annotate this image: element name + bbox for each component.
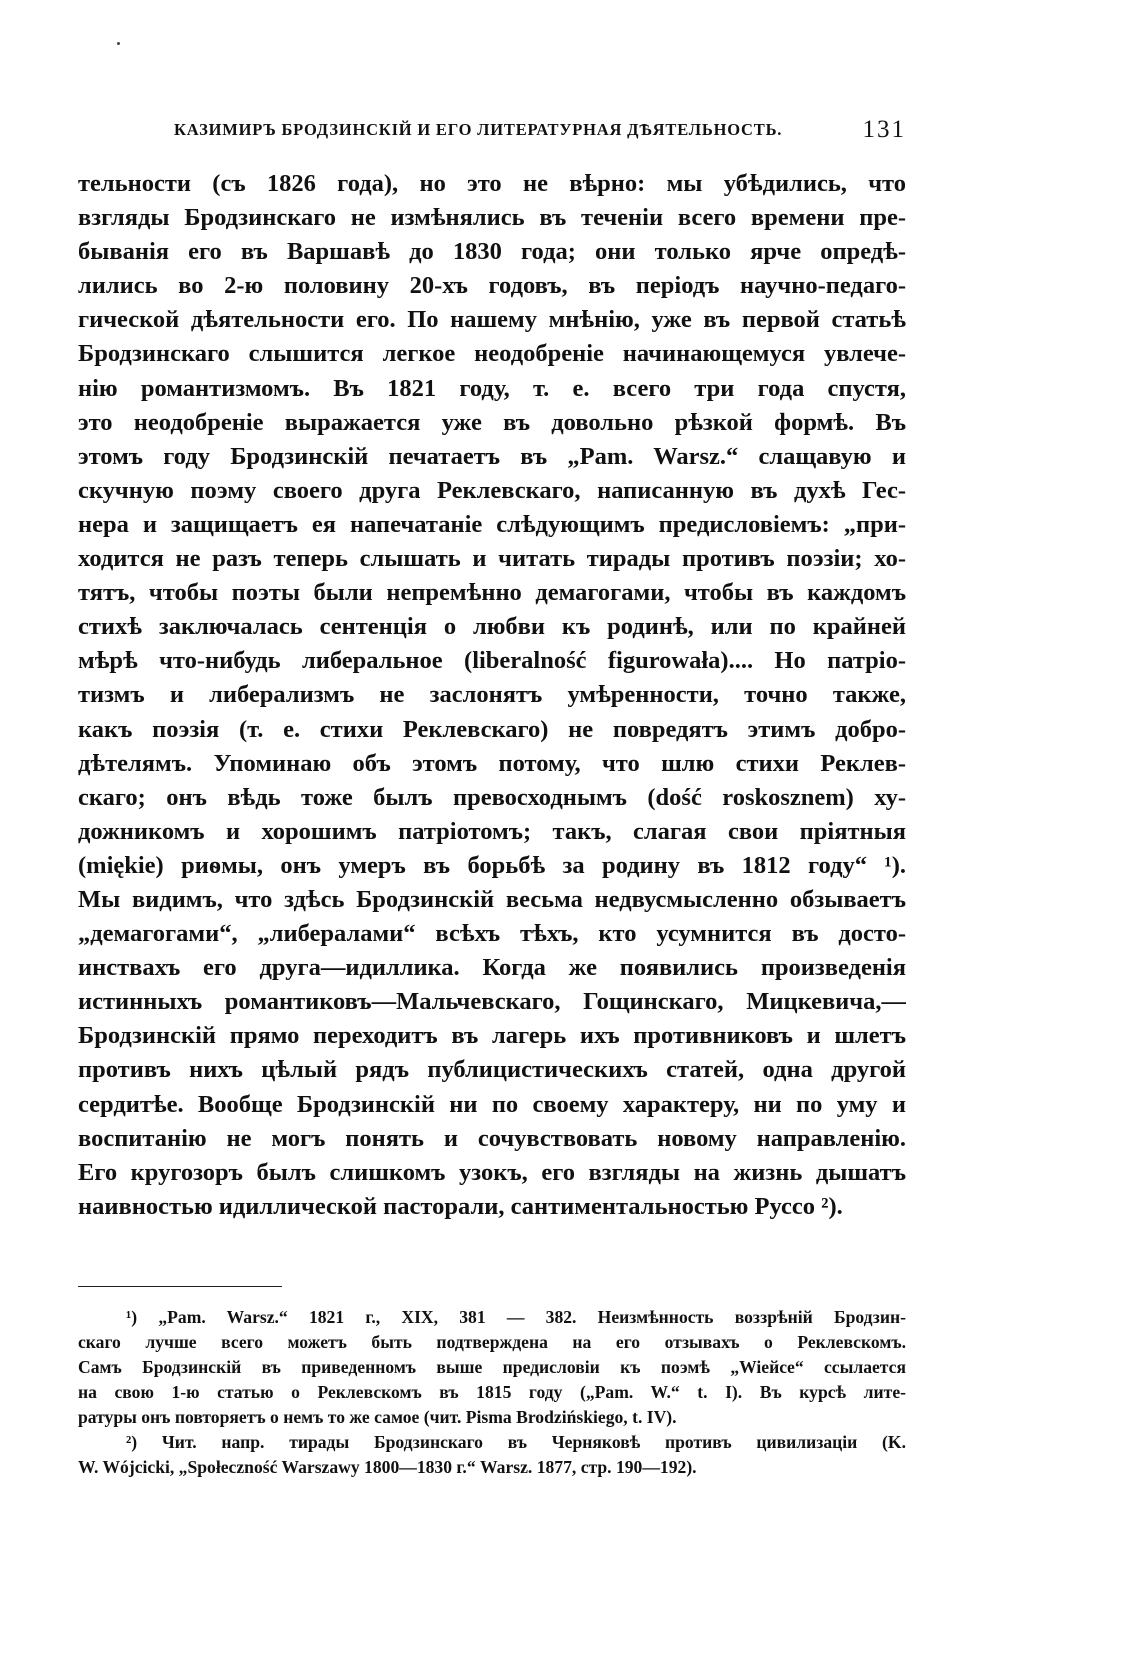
print-speck — [117, 42, 120, 45]
text-line: дожникомъ и хорошимъ патріотомъ; такъ, слагая свои пріятныя — [78, 817, 906, 845]
running-title: КАЗИМИРЪ БРОДЗИНСКІЙ И ЕГО ЛИТЕРАТУРНАЯ ДѢЯТЕЛЬНОСТЬ. — [174, 120, 783, 139]
footnote-line: скаго лучше всего можетъ быть подтверждена на его отзывахъ о Реклевскомъ. — [78, 1332, 906, 1352]
text-line: инствахъ его друга—идиллика. Когда же появились произведенія — [78, 954, 906, 982]
text-line: нію романтизмомъ. Въ 1821 году, т. е. всего три года спустя, — [78, 374, 906, 402]
text-line: это неодобреніе выражается уже въ довольно рѣзкой формѣ. Въ — [78, 408, 906, 436]
footnote-line: на свою 1-ю статью о Реклевскомъ въ 1815 году („Pam. W.“ t. I). Въ курсѣ лите- — [78, 1382, 906, 1402]
footnote-line: ²) Чит. напр. тирады Бродзинскаго въ Черняковѣ противъ цивилизаціи (K. — [126, 1432, 906, 1452]
text-line: дѣтелямъ. Упоминаю объ этомъ потому, что шлю стихи Реклев- — [78, 749, 906, 777]
text-line: Бродзинскій прямо переходитъ въ лагерь ихъ противниковъ и шлетъ — [78, 1022, 906, 1050]
text-line: лились во 2-ю половину 20-хъ годовъ, въ періодъ научно-педаго- — [78, 272, 906, 300]
text-line: быванія его въ Варшавѣ до 1830 года; они только ярче опредѣ- — [78, 238, 906, 266]
text-line: тизмъ и либерализмъ не заслонятъ умѣренности, точно также, — [78, 681, 906, 709]
text-line: Его кругозоръ былъ слишкомъ узокъ, его взгляды на жизнь дышатъ — [78, 1158, 906, 1186]
text-line: мѣрѣ что-нибудь либеральное (liberalność figurowała).... Но патріо- — [78, 647, 906, 675]
text-line: Бродзинскаго слышится легкое неодобреніе начинающемуся увлече- — [78, 340, 906, 368]
text-line: наивностью идиллической пасторали, сантиментальностью Руссо ²). — [78, 1192, 843, 1220]
text-line: истинныхъ романтиковъ—Мальчевскаго, Гощинскаго, Мицкевича,— — [78, 988, 906, 1016]
page-number: 131 — [862, 116, 906, 143]
footnote-line: W. Wójcicki, „Społeczność Warszawy 1800—1830 г.“ Warsz. 1877, стр. 190—192). — [78, 1457, 697, 1477]
text-line: (miękie) риѳмы, онъ умеръ въ борьбѣ за родину въ 1812 году“ ¹). — [78, 851, 906, 879]
text-line: стихѣ заключалась сентенція о любви къ родинѣ, или по крайней — [78, 613, 906, 641]
footnote-line: ратуры онъ повторяетъ о немъ то же самое (чит. Pisma Brodzińskiego, t. IV). — [78, 1407, 677, 1427]
text-line: скучную поэму своего друга Реклевскаго, написанную въ духѣ Гес- — [78, 476, 906, 504]
main-text — [78, 167, 906, 1224]
text-line: нера и защищаетъ ея напечатаніе слѣдующимъ предисловіемъ: „при- — [78, 510, 906, 538]
footnotes — [78, 1305, 906, 1480]
text-line: тельности (съ 1826 года), но это не вѣрно: мы убѣдились, что — [78, 170, 906, 197]
page-header — [174, 116, 906, 146]
footnote-divider — [78, 1286, 282, 1287]
text-line: скаго; онъ вѣдь тоже былъ превосходнымъ (dość roskosznem) ху- — [78, 783, 906, 811]
footnote-line: ¹) „Pam. Warsz.“ 1821 г., XIX, 381 — 382. Неизмѣнность воззрѣній Бродзин- — [126, 1307, 906, 1327]
text-line: воспитанію не могъ понять и сочувствовать новому направленію. — [78, 1124, 906, 1152]
text-line: какъ поэзія (т. е. стихи Реклевскаго) не повредятъ этимъ добро- — [78, 715, 906, 743]
text-line: взгляды Бродзинскаго не измѣнялись въ теченіи всего времени пре- — [78, 204, 906, 232]
text-line: Мы видимъ, что здѣсь Бродзинскій весьма недвусмысленно обзываетъ — [78, 885, 906, 913]
text-line: противъ нихъ цѣлый рядъ публицистическихъ статей, одна другой — [78, 1056, 906, 1084]
text-line: этомъ году Бродзинскій печатаетъ въ „Pam. Warsz.“ слащавую и — [78, 442, 906, 470]
text-line: тятъ, чтобы поэты были непремѣнно демагогами, чтобы въ каждомъ — [78, 579, 906, 607]
text-line: сердитѣе. Вообще Бродзинскій ни по своему характеру, ни по уму и — [78, 1090, 906, 1118]
footnote-line: Самъ Бродзинскій въ приведенномъ выше предисловіи къ поэмѣ „Wieйce“ ссылается — [78, 1357, 906, 1377]
text-line: ходится не разъ теперь слышать и читать тирады противъ поэзіи; хо- — [78, 545, 906, 573]
text-line: гической дѣятельности его. По нашему мнѣнію, уже въ первой статьѣ — [78, 306, 906, 334]
text-line: „демагогами“, „либералами“ всѣхъ тѣхъ, кто усумнится въ досто- — [78, 920, 906, 948]
